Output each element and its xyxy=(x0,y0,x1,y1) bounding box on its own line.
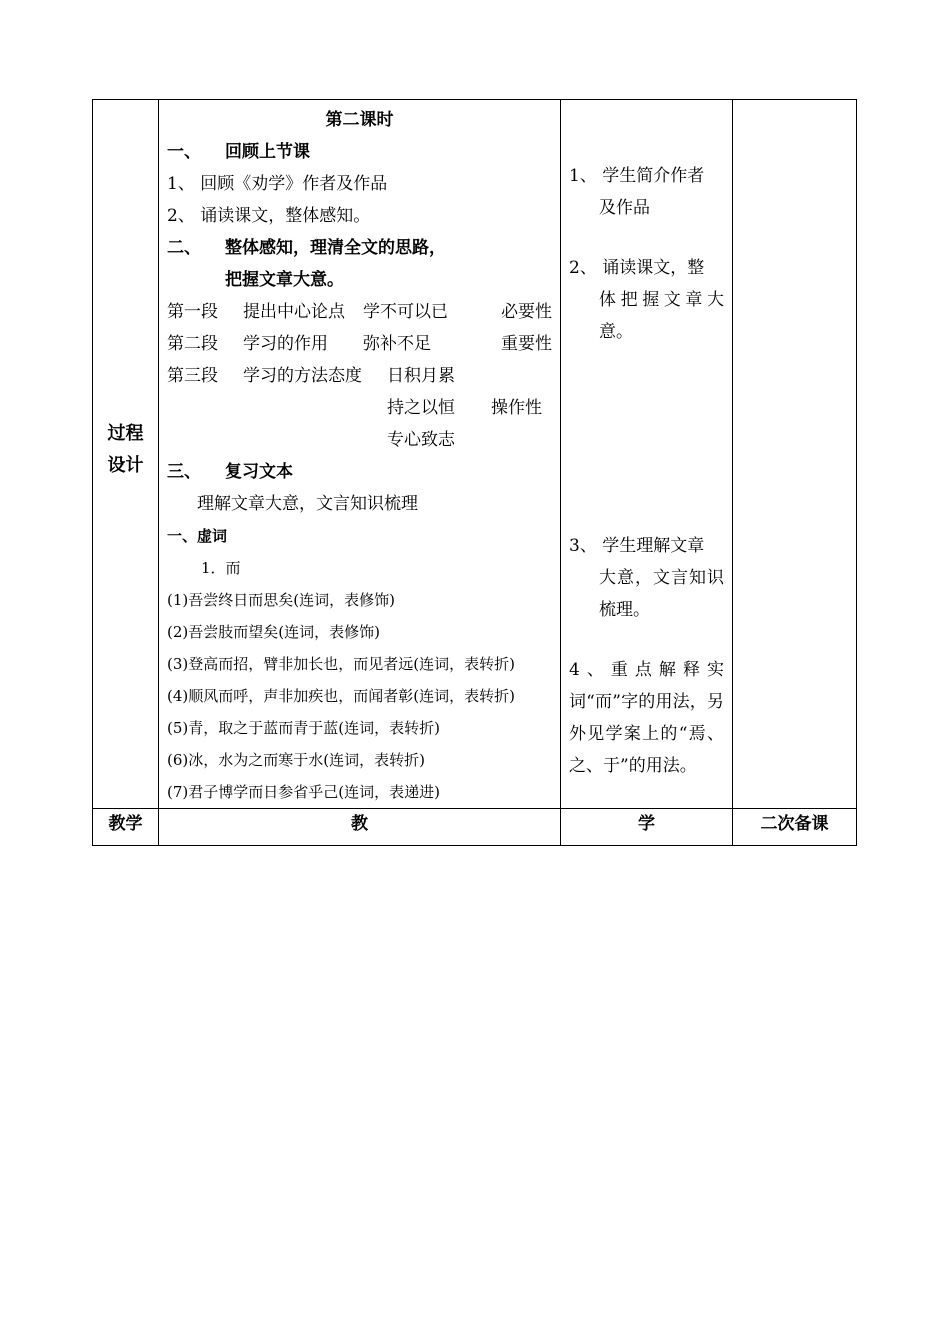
example-5: (5)青，取之于蓝而青于蓝(连词，表转折) xyxy=(167,719,440,737)
segment-point: 弥补不足 xyxy=(363,334,431,354)
lesson-plan-table xyxy=(92,99,857,846)
learning-activity-1-rest: 及作品 xyxy=(599,198,650,218)
learning-content xyxy=(561,100,732,782)
segment-topic: 学习的方法态度 xyxy=(243,366,362,386)
section2-heading-cont xyxy=(167,264,552,296)
example-1: (1)吾尝终日而思矣(连词，表修饰) xyxy=(167,591,395,609)
footer-col1: 教学 xyxy=(93,809,159,846)
segment-point: 持之以恒 xyxy=(387,398,455,418)
footer-col4: 二次备课 xyxy=(733,809,857,846)
segment-topic: 提出中心论点 xyxy=(243,302,345,322)
review-item-2: 2、 诵读课文，整体感知。 xyxy=(167,206,371,226)
segment-row-2 xyxy=(167,328,552,360)
segment-name: 第一段 xyxy=(167,302,218,322)
section2-title-b: 把握文章大意。 xyxy=(225,270,344,290)
learning-cell xyxy=(561,100,733,809)
learning-activity-3 xyxy=(569,530,724,626)
learning-activity-3-rest: 大意，文言知识梳理。 xyxy=(599,568,724,620)
learning-activity-3-first: 3、 学生理解文章 xyxy=(569,536,705,556)
footer-col2: 教 xyxy=(159,809,561,846)
second-prep-cell xyxy=(733,100,857,809)
learning-activity-2 xyxy=(569,252,724,348)
lesson-title: 第二课时 xyxy=(325,110,394,130)
example-6: (6)冰，水为之而寒于水(连词，表转折) xyxy=(167,751,425,769)
footer-row xyxy=(93,809,857,846)
section3-desc: 理解文章大意，文言知识梳理 xyxy=(197,494,418,514)
xuci-sub: 1．而 xyxy=(201,559,241,577)
segment-kind: 必要性 xyxy=(501,302,552,322)
segment-row-3 xyxy=(167,360,552,392)
segment-topic: 学习的作用 xyxy=(243,334,328,354)
section1-heading xyxy=(167,136,552,168)
segment-point: 专心致志 xyxy=(387,430,455,450)
section2-heading xyxy=(167,232,552,264)
section2-num: 二、 xyxy=(167,238,201,258)
example-7: (7)君子博学而日参省乎己(连词，表递进) xyxy=(167,783,440,801)
segment-name: 第三段 xyxy=(167,366,218,386)
footer-col3: 学 xyxy=(561,809,733,846)
review-item-1: 1、 回顾《劝学》作者及作品 xyxy=(167,174,388,194)
side-label-cell xyxy=(93,100,159,809)
learning-activity-1-first: 1、 学生简介作者 xyxy=(569,166,705,186)
process-design-row xyxy=(93,100,857,809)
section1-title: 回顾上节课 xyxy=(225,142,310,162)
side-label-line1: 过程 xyxy=(107,423,144,444)
segment-point: 学不可以已 xyxy=(363,302,448,322)
xuci-heading: 一、虚词 xyxy=(167,527,228,545)
learning-activity-2-first: 2、 诵读课文，整 xyxy=(569,258,705,278)
segment-row-1 xyxy=(167,296,552,328)
section3-heading xyxy=(167,456,552,488)
learning-activity-4: 4、重点解释实词“而”字的用法，另外见学案上的“焉、之、于”的用法。 xyxy=(569,660,724,776)
section3-num: 三、 xyxy=(167,462,201,482)
example-3: (3)登高而招，臂非加长也，而见者远(连词，表转折) xyxy=(167,655,515,673)
example-4: (4)顺风而呼，声非加疾也，而闻者彰(连词，表转折) xyxy=(167,687,515,705)
section3-title: 复习文本 xyxy=(225,462,293,482)
section1-num: 一、 xyxy=(167,142,201,162)
section2-title-a: 整体感知，理清全文的思路， xyxy=(225,238,446,258)
segment-row-3-cont-2 xyxy=(167,424,552,456)
side-label xyxy=(93,100,158,800)
segment-kind: 重要性 xyxy=(501,334,552,354)
example-2: (2)吾尝肢而望矣(连词，表修饰) xyxy=(167,623,380,641)
segment-kind: 操作性 xyxy=(491,398,542,418)
learning-activity-2-rest: 体把握文章大意。 xyxy=(599,290,724,342)
learning-activity-1 xyxy=(569,160,724,224)
segment-name: 第二段 xyxy=(167,334,218,354)
side-label-line2: 设计 xyxy=(107,455,144,476)
segment-point: 日积月累 xyxy=(387,366,455,386)
teaching-content xyxy=(159,100,560,808)
teaching-cell xyxy=(159,100,561,809)
segment-row-3-cont-1 xyxy=(167,392,552,424)
